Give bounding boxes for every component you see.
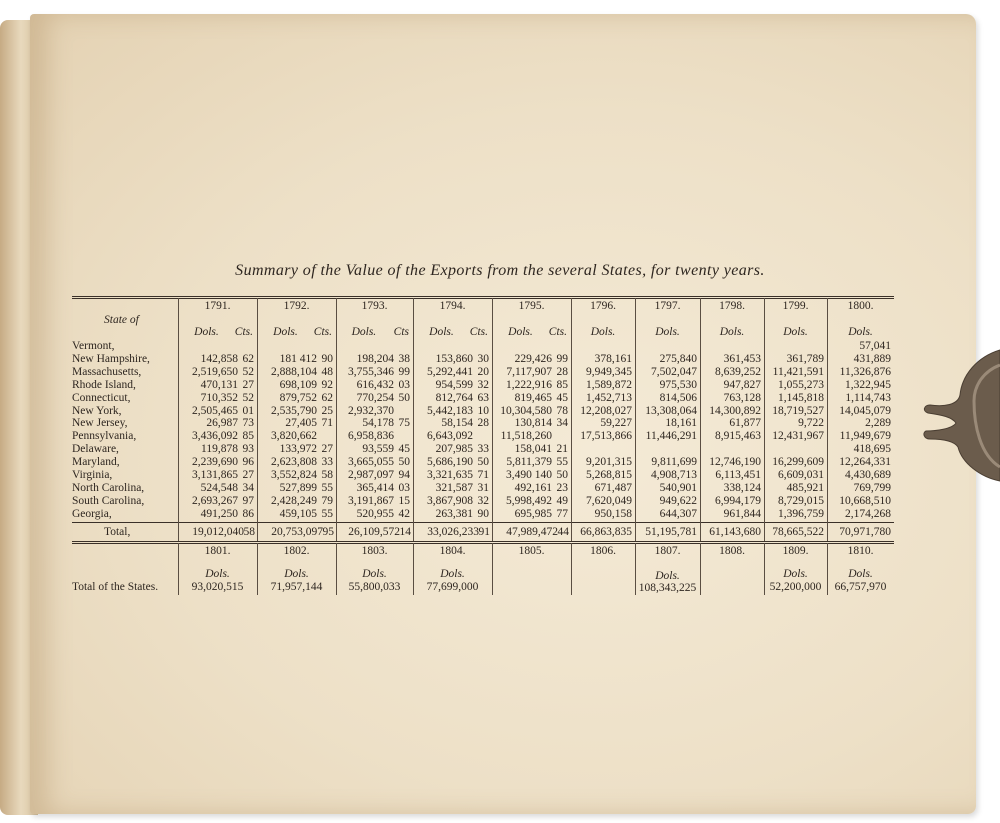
cell-dollars: 814,506 [659,391,697,404]
cell-cents: 49 [556,494,568,507]
cell-cents: 71 [321,417,333,430]
total-cents: 91 [478,526,490,538]
total-dollars: 51,195,781 [645,526,697,538]
cell-dollars: 12,431,967 [772,430,824,443]
cell-dollars: 27,405 [285,417,317,430]
cell-dollars: 378,161 [594,352,632,365]
total-dollars: 70,971,780 [839,526,891,538]
totals-rule [72,522,894,523]
state-of-label: State of [104,314,139,326]
cts-header: Cts. [313,326,332,338]
cell-dollars: 3,131,865 [192,469,238,481]
state-name: North Carolina, [72,481,145,494]
cell-dollars: 11,518,260 [500,430,552,443]
cell-cents: 25 [321,404,333,417]
dols-header: Dols. [273,326,298,338]
cell-dollars: 947,827 [723,378,761,391]
cell-cents: 97 [242,494,254,507]
cell-cents: 92 [321,378,333,391]
cell-cents: 99 [398,365,410,378]
cell-dollars: 520,955 [356,507,394,520]
cell-cents: 90 [477,507,489,520]
cell-dollars: 470,131 [200,378,238,391]
year-header: 1801. [204,545,231,557]
dols-header: Dols. [205,568,230,580]
total-value: 77,699,000 [426,581,479,593]
state-name: New Jersey, [72,417,128,430]
cell-cents: 58 [321,469,333,481]
cell-dollars: 5,442,183 [427,404,473,417]
cell-dollars: 949,622 [659,494,697,507]
cell-dollars: 2,174,268 [845,507,891,520]
cell-dollars: 2,623,808 [271,456,317,469]
top-rule [72,298,894,299]
cell-cents: 62 [242,352,254,365]
cell-cents: 30 [477,352,489,365]
cell-dollars: 1,145,818 [778,391,824,404]
cell-dollars: 11,326,876 [839,365,891,378]
dols-header: Dols. [351,326,377,338]
cell-dollars: 3,436,092 [192,430,238,443]
cell-dollars: 9,722 [798,417,824,430]
cell-dollars: 133,972 [279,443,317,456]
year-header: 1793. [361,300,388,312]
cell-cents: 34 [556,417,568,430]
cell-cents: 55 [556,456,568,469]
cell-dollars: 695,985 [514,507,552,520]
cell-cents: 45 [556,391,568,404]
cell-cents: 42 [398,507,410,520]
state-name: Connecticut, [72,391,131,404]
year-header: 1791. [204,300,231,312]
cell-dollars: 1,055,273 [778,378,824,391]
cell-dollars: 7,502,047 [651,365,697,378]
cell-dollars: 6,609,031 [778,469,824,481]
total-value: 108,343,225 [638,582,697,594]
cell-dollars: 527,899 [279,481,317,494]
cell-dollars: 9,949,345 [586,365,632,378]
year-header: 1792. [283,300,310,312]
year-header: 1804. [439,545,466,557]
cell-dollars: 950,158 [594,507,632,520]
cell-cents: 78 [556,404,568,417]
cell-dollars: 12,746,190 [709,456,761,469]
cell-dollars: 5,811,379 [506,456,552,469]
cell-cents: 94 [398,469,410,481]
cell-dollars: 153,860 [435,352,473,365]
cell-dollars: 769,799 [853,481,891,494]
cell-dollars: 6,113,451 [715,469,761,481]
cell-cents: 01 [242,404,254,417]
cell-dollars: 3,552,824 [271,469,317,481]
dols-header: Dols. [848,326,873,338]
cell-cents: 55 [321,507,333,520]
cell-dollars: 142,858 [200,352,238,365]
cell-cents: 52 [242,365,254,378]
cell-dollars: 130,814 [514,417,552,430]
year-header: 1798. [719,300,745,312]
total-value: 52,200,000 [769,581,822,593]
cell-cents: 27 [242,378,254,391]
cell-dollars: 2,932,370 [348,404,394,417]
cell-dollars: 16,299,609 [772,456,824,469]
cell-dollars: 961,844 [723,507,761,520]
cell-cents: 99 [556,352,568,365]
cell-dollars: 8,729,015 [778,494,824,507]
year-header: 1800. [847,300,874,312]
cell-cents: 52 [242,391,254,404]
cell-dollars: 263,381 [435,507,473,520]
cell-cents: 55 [321,481,333,494]
cell-dollars: 4,430,689 [845,469,891,481]
total-dollars: 78,665,522 [772,526,824,538]
cell-dollars: 158,041 [514,443,552,456]
year-header: 1799. [782,300,809,312]
cell-dollars: 59,227 [600,417,632,430]
cell-cents: 23 [556,481,568,494]
year-header: 1807. [654,545,681,557]
cell-dollars: 61,877 [729,417,761,430]
dols-header: Dols. [655,326,680,338]
cell-cents: 75 [398,417,410,430]
cell-dollars: 13,308,064 [645,404,697,417]
dols-header: Dols. [719,326,745,338]
cell-dollars: 2,693,267 [192,494,238,507]
cell-dollars: 365,414 [356,481,394,494]
cell-cents: 73 [242,417,254,430]
year-header: 1810. [847,545,874,557]
top-rule [72,296,894,297]
year-header: 1809. [782,545,809,557]
cell-dollars: 9,201,315 [586,456,632,469]
cell-dollars: 26,987 [206,417,238,430]
cell-dollars: 1,452,713 [586,391,632,404]
cell-cents: 38 [398,352,410,365]
cell-cents: 62 [321,391,333,404]
cell-cents: 20 [477,365,489,378]
cell-dollars: 644,307 [659,507,697,520]
cell-dollars: 6,643,092 [427,430,473,443]
total-dollars: 33,026,233 [427,526,479,538]
cell-dollars: 5,268,815 [586,469,632,481]
cell-cents: 48 [321,365,333,378]
state-name: Vermont, [72,340,115,352]
cell-dollars: 229,426 [514,352,552,365]
year-header: 1803. [361,545,388,557]
total-dollars: 66,863,835 [580,526,632,538]
cell-dollars: 485,921 [786,481,824,494]
cell-dollars: 198,204 [356,352,394,365]
cell-dollars: 181 412 [279,352,317,365]
cell-cents: 31 [477,481,489,494]
bottom-rule [72,541,894,542]
dols-header: Dols. [783,568,808,580]
cell-cents: 28 [477,417,489,430]
cell-cents: 27 [321,443,333,456]
cell-dollars: 18,161 [665,417,697,430]
cell-dollars: 2,428,249 [271,494,317,507]
cell-cents: 93 [242,443,254,456]
state-name: New Hampshire, [72,352,150,365]
cell-cents: 27 [242,469,254,481]
cell-dollars: 361,453 [723,352,761,365]
cell-dollars: 2,289 [865,417,891,430]
cell-dollars: 2,505,465 [192,404,238,417]
cell-dollars: 491,250 [200,507,238,520]
cell-cents: 79 [321,494,333,507]
cell-dollars: 540,901 [659,481,697,494]
cell-cents: 33 [477,443,489,456]
cell-dollars: 698,109 [279,378,317,391]
cell-dollars: 93,559 [362,443,394,456]
cts-header: Cts. [469,326,488,338]
year-header: 1795. [518,300,545,312]
cell-dollars: 431,889 [853,352,891,365]
cts-header: Cts. [234,326,253,338]
cell-cents: 50 [398,391,410,404]
cell-dollars: 18,719,527 [772,404,824,417]
dols-header: Dols. [508,326,533,338]
cell-cents: 50 [556,469,568,481]
dols-header: Dols. [783,326,808,338]
cell-cents: 34 [242,481,254,494]
dols-header: Dols. [194,326,219,338]
cell-dollars: 275,840 [659,352,697,365]
cell-dollars: 418,695 [853,443,891,456]
year-header: 1808. [719,545,745,557]
total-cents: 58 [243,526,255,538]
cell-dollars: 492,161 [514,481,552,494]
total-value: 66,757,970 [834,581,887,593]
cell-dollars: 879,752 [279,391,317,404]
dols-header: Dols. [848,568,873,580]
state-name: Rhode Island, [72,378,136,391]
cell-dollars: 2,519,650 [192,365,238,378]
cell-cents: 03 [398,378,410,391]
cell-cents: 10 [477,404,489,417]
cell-dollars: 3,191,867 [348,494,394,507]
cell-cents: 86 [242,507,254,520]
bottom-rule [72,543,894,544]
cell-dollars: 321,587 [435,481,473,494]
cell-dollars: 7,117,907 [506,365,552,378]
cell-dollars: 1,589,872 [586,378,632,391]
cell-dollars: 58,154 [441,417,473,430]
cell-dollars: 2,987,097 [348,469,394,481]
cell-dollars: 11,949,679 [839,430,891,443]
cell-dollars: 3,820,662 [271,430,317,443]
cell-cents: 85 [242,430,254,443]
cell-dollars: 1,396,759 [778,507,824,520]
cell-dollars: 975,530 [659,378,697,391]
total-value: 71,957,144 [270,581,323,593]
cell-dollars: 3,490 140 [506,469,552,481]
year-header: 1797. [654,300,681,312]
cell-dollars: 1,222,916 [506,378,552,391]
cell-cents: 45 [398,443,410,456]
page-clip [922,345,1000,485]
cell-dollars: 671,487 [594,481,632,494]
cell-dollars: 812,764 [435,391,473,404]
cell-dollars: 819,465 [514,391,552,404]
cell-dollars: 14,300,892 [709,404,761,417]
cell-dollars: 3,321,635 [427,469,473,481]
cell-dollars: 14,045,079 [839,404,891,417]
state-name: Maryland, [72,456,120,469]
cell-cents: 33 [321,456,333,469]
total-cents: 44 [557,526,569,538]
cell-dollars: 8,915,463 [715,430,761,443]
cts-header: Cts. [548,326,567,338]
year-header: 1805. [518,545,545,557]
cell-cents: 50 [477,456,489,469]
cell-dollars: 17,513,866 [580,430,632,443]
cell-dollars: 338,124 [723,481,761,494]
cell-dollars: 11,421,591 [772,365,824,378]
cell-dollars: 763,128 [723,391,761,404]
cell-dollars: 10,668,510 [839,494,891,507]
cell-dollars: 12,264,331 [839,456,891,469]
cell-dollars: 54,178 [362,417,394,430]
cell-dollars: 10,304,580 [500,404,552,417]
cell-dollars: 361,789 [786,352,824,365]
cell-dollars: 8,639,252 [715,365,761,378]
cts-header: Cts [393,326,409,338]
cell-cents: 15 [398,494,410,507]
total-dollars: 47,989,472 [506,526,558,538]
cell-cents: 21 [556,443,568,456]
cell-dollars: 5,686,190 [427,456,473,469]
cell-dollars: 57,041 [859,340,891,352]
cell-cents: 28 [556,365,568,378]
year-header: 1796. [590,300,616,312]
cell-dollars: 5,998,492 [506,494,552,507]
cell-cents: 63 [477,391,489,404]
total-cents: 14 [399,526,411,538]
state-name: Pennsylvania, [72,430,137,443]
cell-cents: 85 [556,378,568,391]
dols-header: Dols. [590,326,616,338]
cell-dollars: 954,599 [435,378,473,391]
state-name: Massachusetts, [72,365,142,378]
total-value: 93,020,515 [191,581,244,593]
cell-dollars: 12,208,027 [580,404,632,417]
cell-dollars: 11,446,291 [645,430,697,443]
cell-dollars: 2,888,104 [271,365,317,378]
cell-cents: 77 [556,507,568,520]
dols-header: Dols. [362,568,387,580]
cell-cents: 96 [242,456,254,469]
cell-cents: 32 [477,378,489,391]
total-dollars: 26,109,572 [348,526,400,538]
state-name: New York, [72,404,122,417]
table-title: Summary of the Value of the Exports from the several States, for twenty years. [235,262,765,279]
total-dollars: 19,012,040 [192,526,244,538]
cell-dollars: 5,292,441 [427,365,473,378]
total-label: Total, [104,526,131,538]
state-name: Georgia, [72,507,112,520]
total-dollars: 61,143,680 [709,526,761,538]
year-header: 1802. [283,545,310,557]
dols-header: Dols. [655,570,680,582]
cell-dollars: 6,994,179 [715,494,761,507]
cell-cents: 50 [398,456,410,469]
cell-dollars: 1,114,743 [845,391,891,404]
total-value: 55,800,033 [348,581,401,593]
total-cents: 95 [322,526,334,538]
cell-dollars: 459,105 [279,507,317,520]
cell-cents: 90 [321,352,333,365]
cell-cents: 03 [398,481,410,494]
cell-dollars: 524,548 [200,481,238,494]
state-name: Delaware, [72,443,119,456]
cell-dollars: 207,985 [435,443,473,456]
state-name: South Carolina, [72,494,145,507]
dols-header: Dols. [440,568,465,580]
cell-dollars: 616,432 [356,378,394,391]
cell-dollars: 3,665,055 [348,456,394,469]
dols-header: Dols. [429,326,454,338]
year-header: 1794. [439,300,466,312]
cell-dollars: 4,908,713 [651,469,697,481]
cell-cents: 71 [477,469,489,481]
state-name: Virginia, [72,469,113,481]
cell-dollars: 9,811,699 [651,456,697,469]
cell-dollars: 6,958,836 [348,430,394,443]
cell-dollars: 119,878 [201,443,238,456]
total-dollars: 20,753,097 [271,526,323,538]
cell-dollars: 2,535,790 [271,404,317,417]
cell-dollars: 2,239,690 [192,456,238,469]
cell-dollars: 710,352 [200,391,238,404]
cell-cents: 32 [477,494,489,507]
cell-dollars: 770,254 [356,391,394,404]
cell-dollars: 1,322,945 [845,378,891,391]
dols-header: Dols. [284,568,309,580]
year-header: 1806. [590,545,616,557]
cell-dollars: 3,867,908 [427,494,473,507]
cell-dollars: 7,620,049 [586,494,632,507]
total-of-states-label: Total of the States. [72,581,159,593]
cell-dollars: 3,755,346 [348,365,394,378]
